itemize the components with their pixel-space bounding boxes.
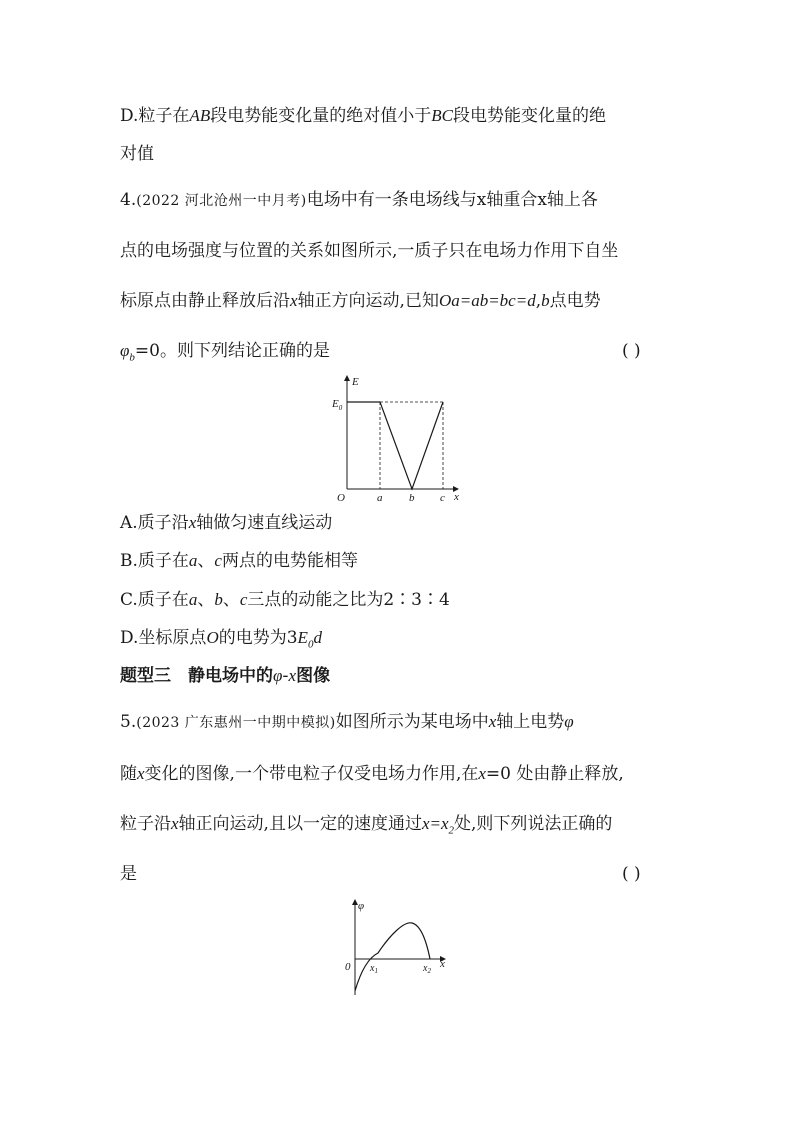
q4-stem-line1: 4.(2022 河北沧州一中月考)电场中有一条电场线与x轴重合x轴上各 xyxy=(120,190,598,210)
q5-stem-line2: 随x变化的图像,一个带电粒子仅受电场力作用,在x=0 处由静止释放, xyxy=(120,764,624,784)
q5-x-axis-label: x xyxy=(440,958,445,970)
q5-tick-x1: $x_1$ xyxy=(370,963,378,975)
q4-option-c[interactable]: C.质子在a、b、c三点的动能之比为2∶3∶4 xyxy=(120,590,450,610)
q4-tick-c: c xyxy=(440,492,445,504)
q4-option-b[interactable]: B.质子在a、c两点的电势能相等 xyxy=(120,551,358,571)
q5-stem-line3: 粒子沿x轴正向运动,且以一定的速度通过$x=x_2$处,则下列说法正确的 xyxy=(120,814,613,837)
q3-option-d-line2: 对值 xyxy=(120,144,154,164)
q4-stem-line2: 点的电场强度与位置的关系如图所示,一质子只在电场力作用下自坐 xyxy=(120,241,619,261)
q5-stem-line1: 5.(2023 广东惠州一中期中模拟)如图所示为某电场中x轴上电势φ xyxy=(120,712,574,732)
q4-y-axis-label: E xyxy=(352,376,359,388)
q4-source: (2022 河北沧州一中月考) xyxy=(136,193,307,209)
q5-phi-curve xyxy=(355,923,430,991)
q4-option-d[interactable]: D.坐标原点O的电势为$3E_0d$ xyxy=(120,628,322,651)
q4-e0-label: $E_0$ xyxy=(332,398,343,412)
q4-origin-label: O xyxy=(337,492,345,504)
q4-stem-line4: $\varphi_b=0$。则下列结论正确的是 xyxy=(120,341,330,364)
section-heading: 题型三 静电场中的φ-x图像 xyxy=(120,666,331,686)
q3-option-d-line1: D.粒子在AB段电势能变化量的绝对值小于BC段电势能变化量的绝 xyxy=(120,106,606,126)
q4-option-a[interactable]: A.质子沿x轴做匀速直线运动 xyxy=(120,513,333,533)
q5-phi-x-figure xyxy=(340,895,455,1000)
q5-origin-label: 0 xyxy=(345,961,351,973)
q5-source: (2023 广东惠州一中期中模拟) xyxy=(136,715,336,731)
q4-x-axis-label: x xyxy=(454,491,459,503)
q4-tick-a: a xyxy=(377,492,383,504)
q4-tick-b: b xyxy=(409,492,415,504)
q5-stem-line4: 是 xyxy=(120,864,137,884)
q4-stem-line3: 标原点由静止释放后沿x轴正方向运动,已知Oa=ab=bc=d,b点电势 xyxy=(120,291,601,311)
q5-y-axis-label: φ xyxy=(358,900,365,912)
q4-answer-blank[interactable]: ( ) xyxy=(622,341,641,361)
q5-answer-blank[interactable]: ( ) xyxy=(622,864,641,884)
q4-e-x-figure xyxy=(330,370,470,505)
q4-e-curve xyxy=(347,402,443,489)
q5-tick-x2: $x_2$ xyxy=(423,963,431,975)
